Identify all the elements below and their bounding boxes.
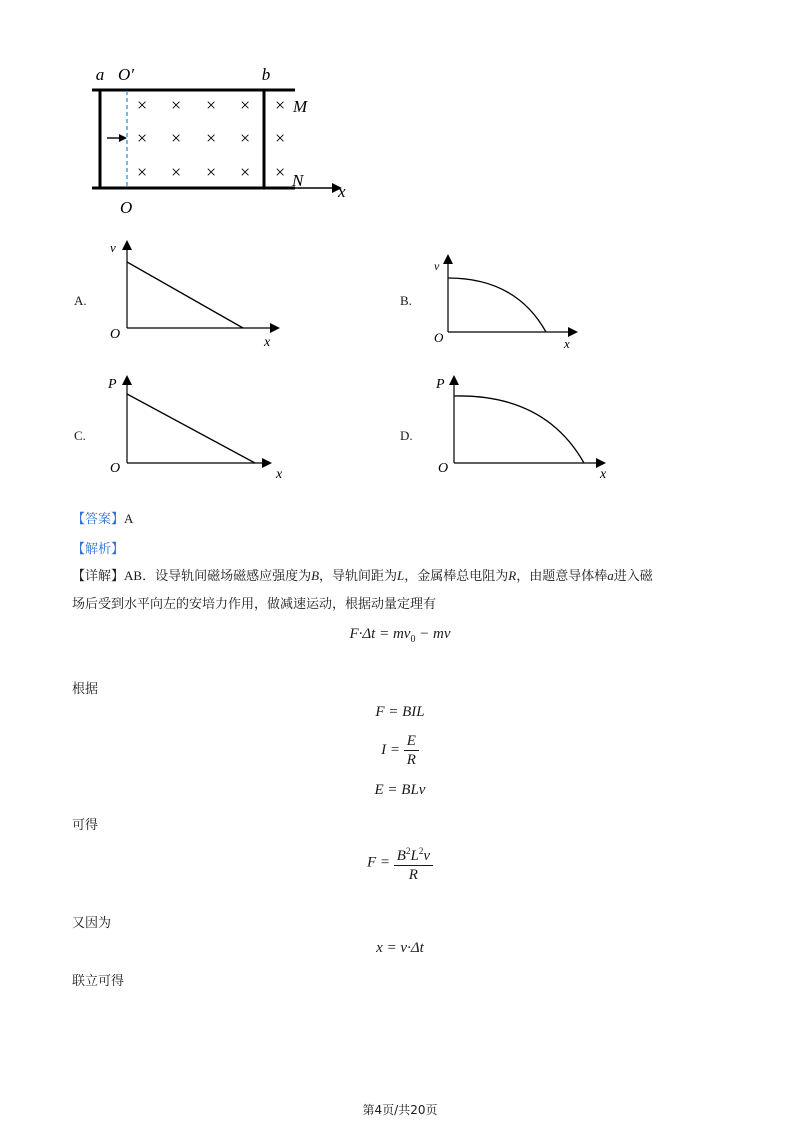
answer-tag: 【答案】 — [72, 512, 125, 527]
x-label: x — [276, 467, 283, 482]
field-cross-icon: × — [135, 128, 149, 148]
equation-f-bil: F = BIL — [375, 704, 425, 720]
y-axis-arrow-icon — [443, 254, 453, 264]
option-a-graph — [100, 238, 290, 350]
curve-line — [127, 394, 255, 463]
field-cross-icon: × — [169, 162, 183, 182]
label-b: b — [261, 65, 271, 84]
word-gen-ju: 根据 — [72, 682, 99, 697]
field-cross-icon: × — [273, 95, 287, 115]
y-label: P — [436, 377, 445, 392]
fraction-b2l2v-over-r: $\frac{B^2L^2v}{R}$ — [394, 842, 433, 884]
field-cross-icon: × — [273, 128, 287, 148]
origin-label: O — [110, 461, 121, 476]
label-o-prime: O′ — [118, 65, 134, 84]
field-cross-icon: × — [238, 95, 252, 115]
option-a-letter: A. — [74, 293, 87, 308]
y-label: v — [434, 259, 440, 273]
option-c-graph — [100, 372, 300, 487]
field-cross-icon: × — [135, 162, 149, 182]
y-label: v — [110, 240, 116, 255]
curve-line — [454, 396, 584, 463]
field-cross-icon: × — [238, 162, 252, 182]
fraction-e-over-r: $\frac{E}{R}$ — [404, 732, 419, 769]
curve-line — [448, 278, 546, 332]
detail-line-2: 场后受到水平向左的安培力作用，做减速运动，根据动量定理有 — [72, 597, 437, 612]
equation-f-b2l2v-r: F = $\frac{B^2L^2v}{R}$ — [0, 842, 800, 884]
origin-label: O — [438, 461, 449, 476]
detail-tag: 【详解】 — [72, 569, 125, 584]
rail-field-figure — [80, 60, 380, 220]
y-label: P — [108, 377, 117, 392]
y-axis-arrow-icon — [122, 240, 132, 250]
option-c-letter: C. — [74, 428, 86, 443]
word-lian-li: 联立可得 — [72, 974, 125, 989]
label-n: N — [292, 171, 304, 190]
field-cross-icon: × — [204, 128, 218, 148]
equation-i-e-r: I = $\frac{E}{R}$ — [0, 732, 800, 769]
equation-x-v-dt: x = v·Δt — [376, 940, 424, 956]
option-d-letter: D. — [400, 428, 413, 443]
detail-paragraph: 【详解】AB．设导轨间磁场磁感应强度为B，导轨间距为L，金属棒总电阻为R，由题意导体棒a进入磁 场后受到水平向左的安培力作用，做减速运动，根据动量定理有 — [72, 562, 732, 619]
label-a: a — [95, 65, 105, 84]
field-cross-icon: × — [204, 95, 218, 115]
equation-e-blv: E = BLv — [374, 782, 426, 798]
word-you-yin-wei: 又因为 — [72, 916, 112, 931]
label-m: M — [293, 97, 308, 116]
field-cross-icon: × — [169, 128, 183, 148]
x-label: x — [600, 467, 607, 482]
field-cross-icon: × — [135, 95, 149, 115]
answer-line — [72, 508, 133, 527]
option-d-graph — [430, 372, 620, 487]
option-b-graph — [428, 252, 588, 352]
curve-line — [127, 262, 243, 328]
x-axis-arrow-icon — [270, 323, 280, 333]
x-label: x — [564, 336, 570, 351]
option-b-letter: B. — [400, 293, 412, 308]
label-x: x — [338, 182, 346, 201]
answer-value: A — [124, 511, 134, 526]
equation-momentum: $F\cdot\Delta t = mv_0$ − mv — [349, 626, 451, 645]
field-cross-icon: × — [169, 95, 183, 115]
y-axis-arrow-icon — [122, 375, 132, 385]
field-cross-icon: × — [273, 162, 287, 182]
field-cross-icon: × — [204, 162, 218, 182]
page-footer: 第4页/共20页 — [362, 1103, 438, 1117]
origin-label: O — [110, 327, 121, 342]
field-cross-icon: × — [238, 128, 252, 148]
analysis-tag: 【解析】 — [72, 542, 125, 557]
label-o: O — [120, 198, 133, 217]
word-ke-de: 可得 — [72, 818, 99, 833]
origin-label: O — [434, 330, 444, 345]
x-label: x — [264, 335, 271, 350]
y-axis-arrow-icon — [449, 375, 459, 385]
velocity-arrow-icon — [119, 134, 127, 142]
x-axis-arrow-icon — [262, 458, 272, 468]
